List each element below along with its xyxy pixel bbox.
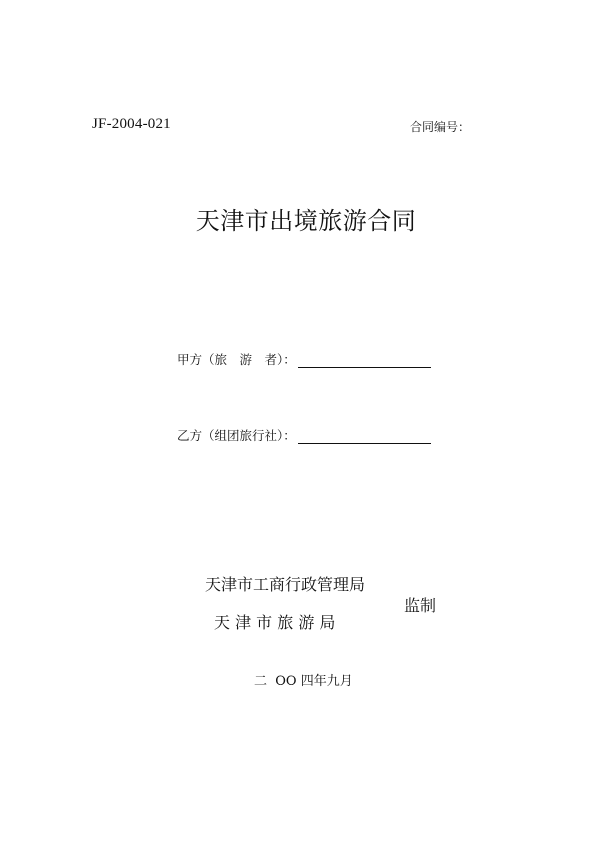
issue-date: 二 OO 四年九月	[254, 674, 353, 689]
contract-number-label: 合同编号：	[410, 120, 471, 134]
supervise-label: 监制	[404, 596, 437, 615]
issuing-authority-tourism: 天 津 市 旅 游 局	[214, 613, 336, 632]
document-code: JF-2004-021	[92, 116, 171, 132]
party-b-label: 乙方（组团旅行社）：	[177, 428, 296, 443]
party-b-row	[177, 424, 431, 444]
page-title: 天津市出境旅游合同	[195, 207, 417, 235]
party-a-blank-line	[298, 353, 431, 368]
party-a-row	[177, 348, 431, 368]
issuing-authority-commerce: 天津市工商行政管理局	[205, 575, 366, 594]
party-b-blank-line	[298, 429, 431, 444]
party-a-label: 甲方（旅 游 者）：	[177, 352, 296, 367]
